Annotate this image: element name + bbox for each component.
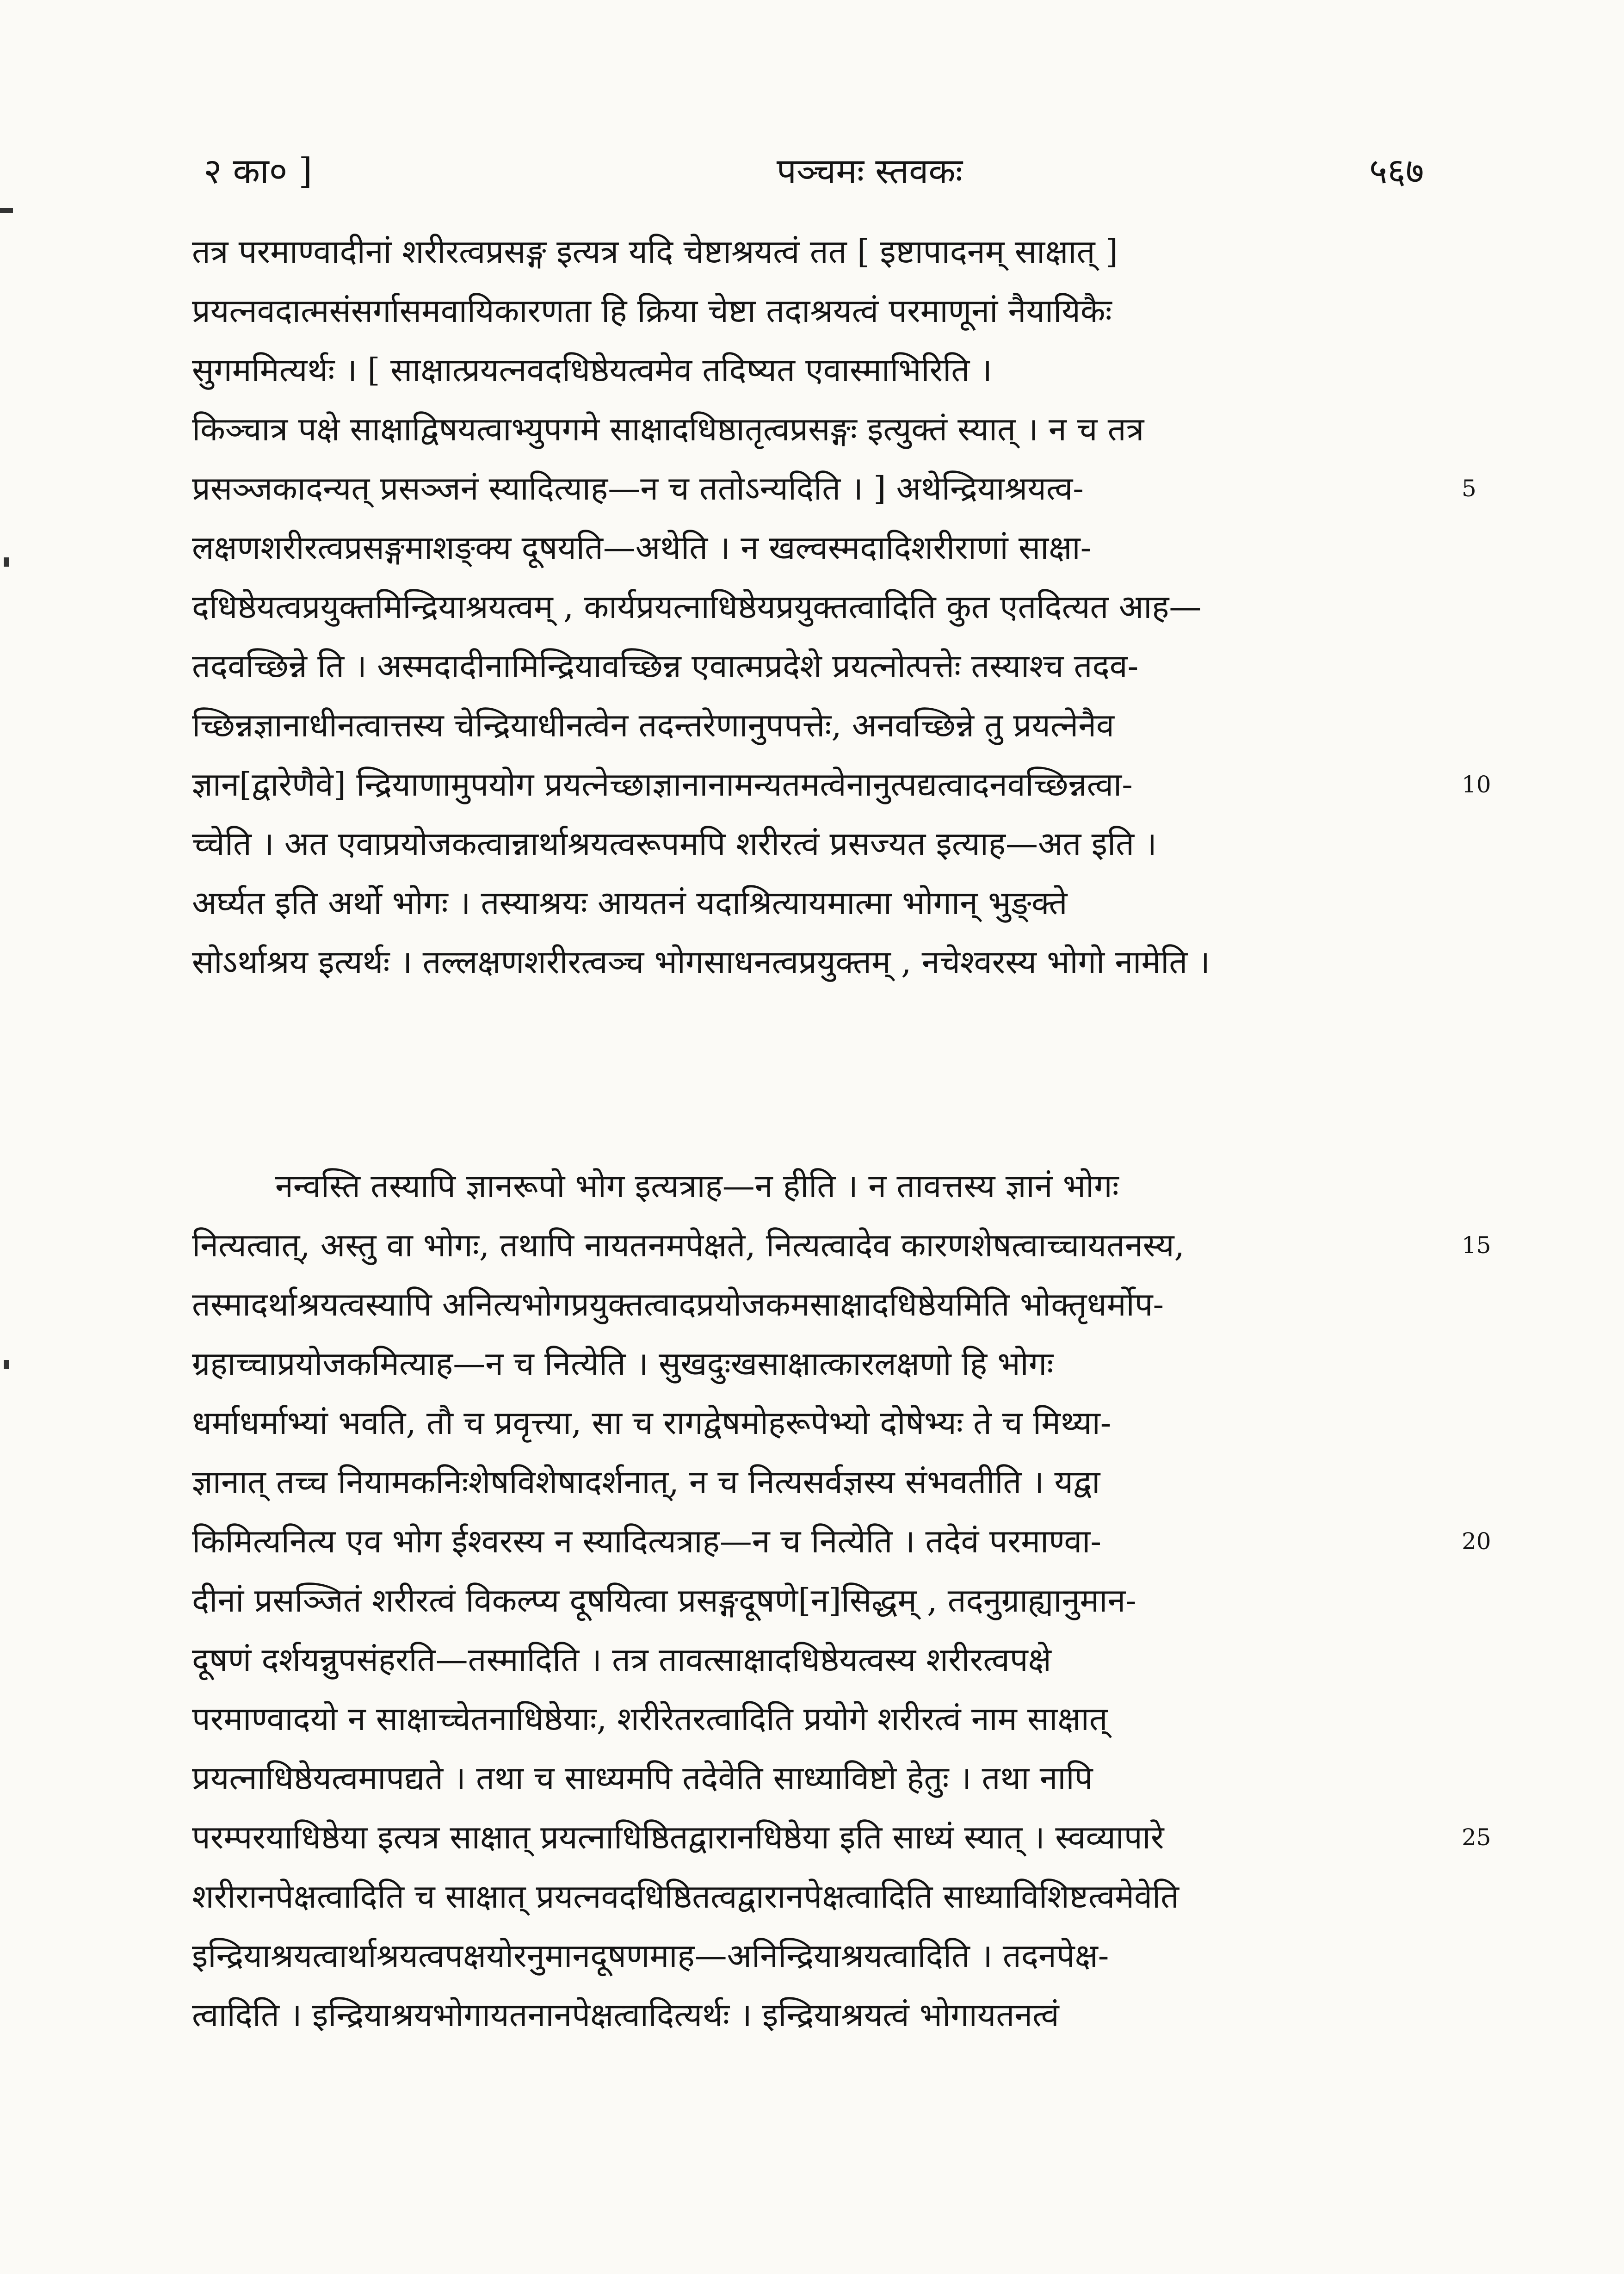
text-line: परमाण्वादयो न साक्षाच्चेतनाधिष्ठेयाः, शरीरेतरत्वादिति प्रयोगे शरीरत्वं नाम साक्षात् [192,1700,1108,1738]
text-line: दीनां प्रसञ्जितं शरीरत्वं विकल्प्य दूषयित्वा प्रसङ्गदूषणे[न]सिद्धम् , तदनुग्राह्यानुमान- [192,1582,1136,1619]
text-line: तदवच्छिन्ने ति । अस्मदादीनामिन्द्रियावच्छिन्न एवात्मप्रदेशे प्रयत्नोत्पत्तेः तस्याश्च तदव- [192,647,1139,685]
line-number: 25 [1462,1824,1491,1851]
text-line: दूषणं दर्शयन्नुपसंहरति—तस्मादिति । तत्र तावत्साक्षादधिष्ठेयत्वस्य शरीरत्वपक्षे [192,1641,1051,1679]
text-line: दधिष्ठेयत्वप्रयुक्तमिन्द्रियाश्रयत्वम् , कार्यप्रयत्नाधिष्ठेयप्रयुक्तत्वादिति कुत एतदित्यत आह— [192,588,1202,626]
text-line: प्रयत्नवदात्मसंसर्गासमवायिकारणता हि क्रिया चेष्टा तदाश्रयत्वं परमाणूनां नैयायिकैः [192,292,1112,330]
text-line: लक्षणशरीरत्वप्रसङ्गमाशङ्क्य दूषयति—अथेति । न खल्वस्मदादिशरीराणां साक्षा- [192,529,1092,567]
text-line: तत्र परमाण्वादीनां शरीरत्वप्रसङ्ग इत्यत्र यदि चेष्टाश्रयत्वं तत [ इष्टापादनम् साक्षात् ] [192,233,1118,271]
text-line: धर्माधर्माभ्यां भवति, तौ च प्रवृत्त्या, सा च रागद्वेषमोहरूपेभ्यो दोषेभ्यः ते च मिथ्या- [192,1404,1111,1442]
header-left: २ का० ] [204,150,313,192]
text-line: इन्द्रियाश्रयत्वार्थाश्रयत्वपक्षयोरनुमानदूषणमाह—अनिन्द्रियाश्रयत्वादिति । तदनपेक्ष- [192,1937,1109,1975]
text-line: तस्मादर्थाश्रयत्वस्यापि अनित्यभोगप्रयुक्तत्वादप्रयोजकमसाक्षादधिष्ठेयमिति भोक्तृधर्मोप- [192,1285,1164,1323]
text-line: च्चेति । अत एवाप्रयोजकत्वान्नार्थाश्रयत्वरूपमपि शरीरत्वं प्रसज्यत इत्याह—अत इति । [192,825,1157,863]
text-line: ज्ञान[द्वारेणैवे] न्द्रियाणामुपयोग प्रयत्नेच्छाज्ञानानामन्यतमत्वेनानुत्पद्यत्वादनवच्छिन्नत्वा- [192,766,1133,803]
scan-mark [0,208,13,213]
text-line: प्रयत्नाधिष्ठेयत्वमापद्यते । तथा च साध्यमपि तदेवेति साध्याविष्टो हेतुः । तथा नापि [192,1759,1093,1797]
text-line: परम्परयाधिष्ठेया इत्यत्र साक्षात् प्रयत्नाधिष्ठितद्वारानधिष्ठेया इति साध्यं स्यात् । स्वव्यापारे [192,1818,1164,1856]
header-title: पञ्चमः स्तवकः [776,150,963,192]
scan-mark [4,557,9,567]
line-number: 10 [1462,771,1491,798]
text-line: ग्रहाच्चाप्रयोजकमित्याह—न च नित्येति । सुखदुःखसाक्षात्कारलक्षणो हि भोगः [192,1345,1054,1383]
text-line: अर्घ्यत इति अर्थो भोगः । तस्याश्रयः आयतनं यदाश्रित्यायमात्मा भोगान् भुङ्क्ते [192,884,1068,922]
text-line: प्रसञ्जकादन्यत् प्रसञ्जनं स्यादित्याह—न च ततोऽन्यदिति । ] अथेन्द्रियाश्रयत्व- [192,470,1084,507]
text-line: शरीरानपेक्षत्वादिति च साक्षात् प्रयत्नवदधिष्ठितत्वद्वारानपेक्षत्वादिति साध्याविशिष्टत्वमेवेति [192,1878,1179,1916]
line-number: 5 [1462,475,1476,502]
text-line: सुगममित्यर्थः । [ साक्षात्प्रयत्नवदधिष्ठेयत्वमेव तदिष्यत एवास्माभिरिति । [192,351,993,389]
text-line: त्वादिति । इन्द्रियाश्रयभोगायतनानपेक्षत्वादित्यर्थः । इन्द्रियाश्रयत्वं भोगायतनत्वं [192,1996,1059,2034]
text-line: किमित्यनित्य एव भोग ईश्वरस्य न स्यादित्यत्राह—न च नित्येति । तदेवं परमाण्वा- [192,1522,1102,1560]
scan-mark [4,1360,9,1369]
text-line: नन्वस्ति तस्यापि ज्ञानरूपो भोग इत्यत्राह—न हीति । न तावत्तस्य ज्ञानं भोगः [275,1167,1119,1205]
text-line: ज्ञानात् तच्च नियामकनिःशेषविशेषादर्शनात्, न च नित्यसर्वज्ञस्य संभवतीति । यद्वा [192,1463,1100,1501]
text-line: च्छिन्नज्ञानाधीनत्वात्तस्य चेन्द्रियाधीनत्वेन तदन्तरेणानुपपत्तेः, अनवच्छिन्ने तु प्रयत्नेनैव [192,706,1114,744]
text-line: किञ्चात्र पक्षे साक्षाद्विषयत्वाभ्युपगमे साक्षादधिष्ठातृत्वप्रसङ्गः इत्युक्तं स्यात् । न च तत्र [192,410,1144,448]
page-number: ५६७ [1369,150,1424,192]
text-line: सोऽर्थाश्रय इत्यर्थः । तल्लक्षणशरीरत्वञ्च भोगसाधनत्वप्रयुक्तम् , नचेश्वरस्य भोगो नामेति । [192,943,1210,981]
text-line: नित्यत्वात्, अस्तु वा भोगः, तथापि नायतनमपेक्षते, नित्यत्वादेव कारणशेषत्वाच्चायतनस्य, [192,1226,1185,1264]
line-number: 20 [1462,1528,1491,1555]
running-header [0,139,1624,204]
line-number: 15 [1462,1232,1491,1259]
